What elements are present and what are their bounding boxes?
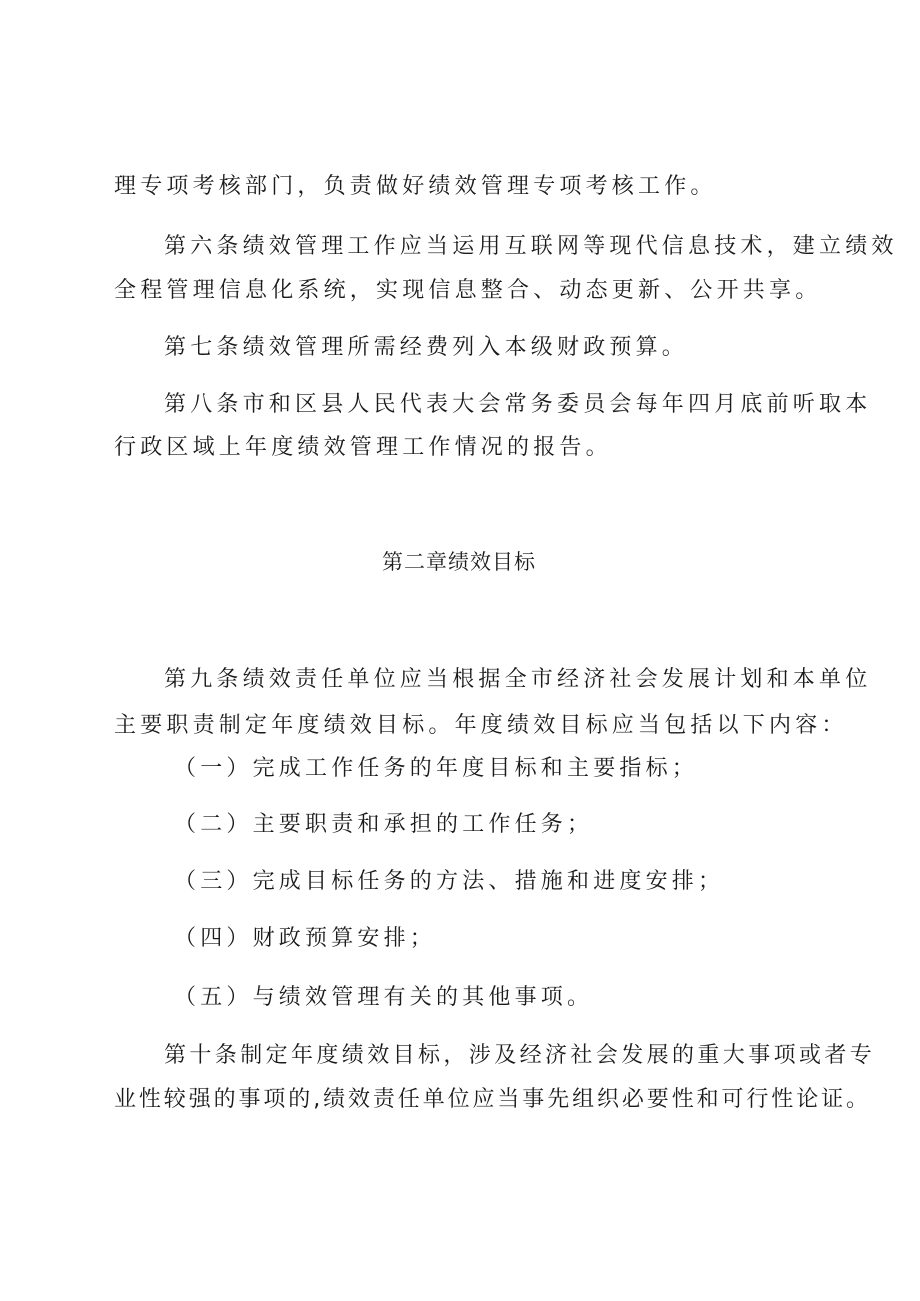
article-10-line-1: 第十条制定年度绩效目标，涉及经济社会发展的重大事项或者专 [164, 1043, 876, 1068]
chapter-heading: 第二章绩效目标 [382, 550, 536, 574]
article-9-line-2: 主要职责制定年度绩效目标。年度绩效目标应当包括以下内容： [114, 713, 848, 738]
article-10-line-2: 业性较强的事项的,绩效责任单位应当事先组织必要性和可行性论证。 [114, 1087, 871, 1112]
article-6-line-2: 全程管理信息化系统，实现信息整合、动态更新、公开共享。 [114, 278, 822, 303]
article-7-line: 第七条绩效管理所需经费列入本级财政预算。 [164, 335, 689, 360]
list-item-1: （一）完成工作任务的年度目标和主要指标； [174, 756, 699, 781]
article-8-line-2: 行政区域上年度绩效管理工作情况的报告。 [114, 435, 612, 460]
list-item-3: （三）完成目标任务的方法、措施和进度安排； [174, 869, 725, 894]
list-item-4: （四）财政预算安排； [174, 926, 437, 951]
list-item-5: （五）与绩效管理有关的其他事项。 [174, 985, 594, 1010]
article-9-line-1: 第九条绩效责任单位应当根据全市经济社会发展计划和本单位 [164, 667, 872, 692]
list-item-2: （二）主要职责和承担的工作任务； [174, 812, 594, 837]
article-6-line-1: 第六条绩效管理工作应当运用互联网等现代信息技术，建立绩效 [164, 234, 898, 259]
paragraph-line: 理专项考核部门，负责做好绩效管理专项考核工作。 [114, 174, 717, 199]
article-8-line-1: 第八条市和区县人民代表大会常务委员会每年四月底前听取本 [164, 392, 872, 417]
